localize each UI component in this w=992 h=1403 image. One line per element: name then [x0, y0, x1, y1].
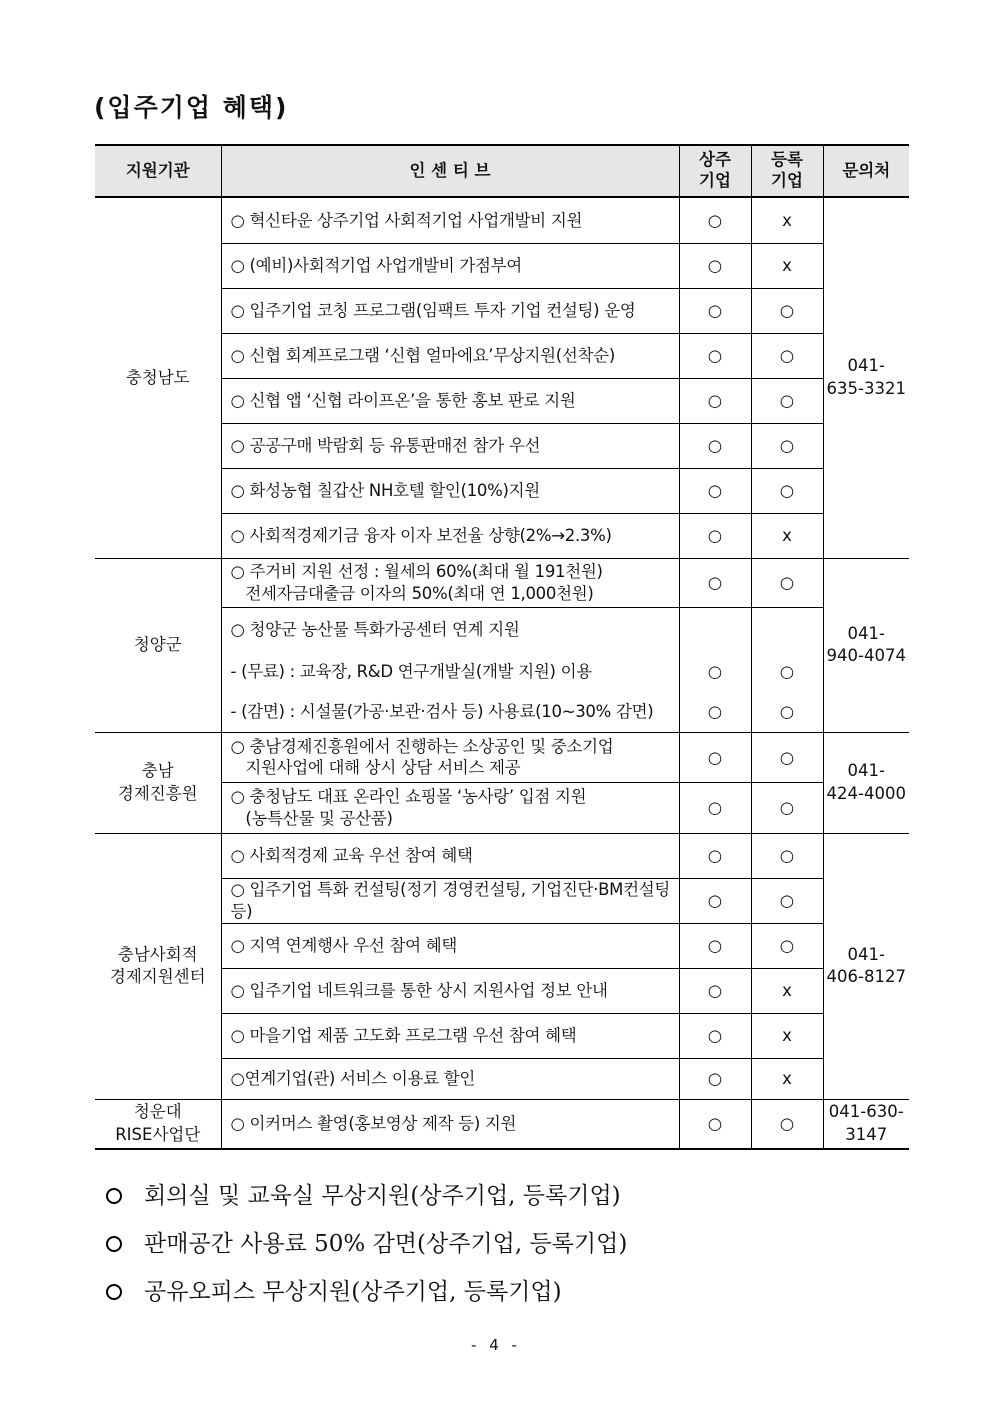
resident-mark: ○ — [679, 732, 751, 782]
registered-mark: ○ — [751, 833, 823, 878]
section-title: (입주기업 혜택) — [94, 93, 289, 122]
incentive-text: ○ 지역 연계행사 우선 참여 혜택 — [221, 923, 679, 968]
registered-mark: ○ — [751, 1099, 823, 1149]
circle-bullet-icon — [106, 1236, 122, 1252]
incentive-subitem: - (무료) : 교육장, R&D 연구개발실(개발 지원) 이용 — [221, 651, 679, 692]
registered-mark: ○ — [751, 558, 823, 607]
resident-mark: ○ — [679, 333, 751, 378]
contact-line1: 041- — [847, 761, 885, 781]
header-incentive: 인 센 티 브 — [221, 145, 679, 197]
resident-mark: ○ — [679, 782, 751, 833]
contact-line2: 940-4074 — [826, 646, 906, 665]
resident-mark: ○ — [679, 558, 751, 607]
registered-mark: x — [751, 968, 823, 1013]
incentive-text: ○ 신협 회계프로그램 ‘신협 얼마에요’무상지원(선착순) — [221, 333, 679, 378]
note-text: 판매공간 사용료 50% 감면(상주기업, 등록기업) — [144, 1231, 628, 1257]
registered-mark: x — [751, 513, 823, 558]
registered-mark: x — [751, 1013, 823, 1058]
resident-mark: ○ — [679, 378, 751, 423]
circle-bullet-icon — [106, 1284, 122, 1300]
incentive-line2: 지원사업에 대해 상시 상담 서비스 제공 — [230, 758, 521, 777]
incentive-text: ○ 혁신타운 상주기업 사회적기업 사업개발비 지원 — [221, 197, 679, 243]
list-item — [106, 1172, 627, 1220]
header-org: 지원기관 — [95, 145, 221, 197]
contact-line1: 041- — [847, 944, 885, 964]
org-line2: 경제지원센터 — [109, 967, 206, 986]
contact-line1: 041- — [847, 623, 885, 643]
org-line1: 충남사회적 — [117, 944, 198, 964]
resident-mark: ○ — [679, 692, 751, 732]
resident-mark: ○ — [679, 923, 751, 968]
contact-line1: 041-630- — [828, 1102, 904, 1122]
resident-mark: ○ — [679, 651, 751, 692]
list-item — [106, 1268, 627, 1316]
resident-mark: ○ — [679, 878, 751, 923]
org-social-economy-center — [95, 833, 221, 1099]
contact-line2: 424-4000 — [826, 783, 906, 803]
table-row — [95, 833, 909, 878]
incentive-text: ○ 신협 앱 ‘신협 라이프온’을 통한 홍보 판로 지원 — [221, 378, 679, 423]
org-line2: 경제진흥원 — [117, 783, 198, 803]
benefits-table — [95, 144, 909, 1150]
registered-mark: ○ — [751, 651, 823, 692]
incentive-text: ○ (예비)사회적기업 사업개발비 가점부여 — [221, 243, 679, 288]
incentive-line2: 전세자금대출금 이자의 50%(최대 연 1,000천원) — [230, 583, 594, 603]
registered-mark: ○ — [751, 468, 823, 513]
registered-mark: ○ — [751, 878, 823, 923]
contact-social-economy-center — [823, 833, 909, 1099]
incentive-text: ○ 사회적경제기금 융자 이자 보전율 상향(2%→2.3%) — [221, 513, 679, 558]
org-cbp — [95, 732, 221, 833]
incentive-text: ○ 화성농협 칠갑산 NH호텔 할인(10%)지원 — [221, 468, 679, 513]
incentive-text: ○연계기업(관) 서비스 이용료 할인 — [221, 1058, 679, 1099]
resident-mark: ○ — [679, 1058, 751, 1099]
table-row — [95, 558, 909, 607]
registered-mark — [751, 607, 823, 651]
table-header-row — [95, 145, 909, 197]
incentive-text — [221, 732, 679, 782]
org-chungnam: 충청남도 — [95, 197, 221, 558]
header-registered-line2: 기업 — [771, 171, 803, 190]
header-registered — [751, 145, 823, 197]
resident-mark: ○ — [679, 833, 751, 878]
registered-mark: ○ — [751, 333, 823, 378]
resident-mark — [679, 607, 751, 651]
incentive-line2: (농특산물 및 공산품) — [230, 808, 393, 828]
table-row — [95, 1099, 909, 1149]
incentive-text: ○ 이커머스 촬영(홍보영상 제작 등) 지원 — [221, 1099, 679, 1149]
incentive-subitem: - (감면) : 시설물(가공·보관·검사 등) 사용료(10~30% 감면) — [221, 692, 679, 732]
org-line2: RISE사업단 — [115, 1124, 201, 1144]
contact-line2: 406-8127 — [826, 967, 906, 986]
resident-mark: ○ — [679, 968, 751, 1013]
header-resident — [679, 145, 751, 197]
incentive-text: ○ 청양군 농산물 특화가공센터 연계 지원 — [221, 607, 679, 651]
list-item — [106, 1220, 627, 1268]
contact-cbp — [823, 732, 909, 833]
table-row — [95, 197, 909, 243]
registered-mark: x — [751, 1058, 823, 1099]
resident-mark: ○ — [679, 1013, 751, 1058]
contact-chungwoon-rise — [823, 1099, 909, 1149]
org-cheongyang: 청양군 — [95, 558, 221, 732]
incentive-text: ○ 사회적경제 교육 우선 참여 혜택 — [221, 833, 679, 878]
header-resident-line2: 기업 — [699, 171, 731, 190]
registered-mark: ○ — [751, 923, 823, 968]
incentive-text: ○ 입주기업 코칭 프로그램(임팩트 투자 기업 컨설팅) 운영 — [221, 288, 679, 333]
registered-mark: ○ — [751, 423, 823, 468]
header-resident-line1: 상주 — [699, 150, 731, 170]
registered-mark: x — [751, 197, 823, 243]
header-contact: 문의처 — [823, 145, 909, 197]
registered-mark: ○ — [751, 288, 823, 333]
incentive-text: ○ 마을기업 제품 고도화 프로그램 우선 참여 혜택 — [221, 1013, 679, 1058]
incentive-line1: ○ 주거비 지원 선정 : 월세의 60%(최대 월 191천원) — [230, 562, 603, 582]
contact-line1: 041- — [847, 356, 885, 376]
registered-mark: x — [751, 243, 823, 288]
contact-cheongyang — [823, 558, 909, 732]
note-text: 회의실 및 교육실 무상지원(상주기업, 등록기업) — [144, 1183, 621, 1209]
page-number: - 4 - — [471, 1336, 521, 1354]
resident-mark: ○ — [679, 468, 751, 513]
resident-mark: ○ — [679, 513, 751, 558]
registered-mark: ○ — [751, 378, 823, 423]
org-line1: 청운대 — [133, 1102, 182, 1122]
header-registered-line1: 등록 — [771, 150, 803, 170]
incentive-text: ○ 입주기업 네트워크를 통한 상시 지원사업 정보 안내 — [221, 968, 679, 1013]
table-row — [95, 732, 909, 782]
incentive-text — [221, 558, 679, 607]
registered-mark: ○ — [751, 782, 823, 833]
circle-bullet-icon — [106, 1188, 122, 1204]
resident-mark: ○ — [679, 243, 751, 288]
org-line1: 충남 — [141, 761, 174, 781]
incentive-text: ○ 입주기업 특화 컨설팅(정기 경영컨설팅, 기업진단·BM컨설팅 등) — [221, 878, 679, 923]
incentive-text — [221, 782, 679, 833]
incentive-line1: ○ 충남경제진흥원에서 진행하는 소상공인 및 중소기업 — [230, 736, 614, 756]
contact-line2: 635-3321 — [826, 378, 906, 398]
incentive-line1: ○ 충청남도 대표 온라인 쇼핑몰 ‘농사랑’ 입점 지원 — [230, 787, 587, 807]
resident-mark: ○ — [679, 197, 751, 243]
resident-mark: ○ — [679, 423, 751, 468]
additional-benefits-list — [106, 1172, 627, 1316]
incentive-text: ○ 공공구매 박람회 등 유통판매전 참가 우선 — [221, 423, 679, 468]
resident-mark: ○ — [679, 1099, 751, 1149]
registered-mark: ○ — [751, 732, 823, 782]
registered-mark: ○ — [751, 692, 823, 732]
org-chungwoon-rise — [95, 1099, 221, 1149]
contact-line2: 3147 — [845, 1124, 888, 1144]
resident-mark: ○ — [679, 288, 751, 333]
note-text: 공유오피스 무상지원(상주기업, 등록기업) — [144, 1279, 562, 1305]
contact-chungnam — [823, 197, 909, 558]
